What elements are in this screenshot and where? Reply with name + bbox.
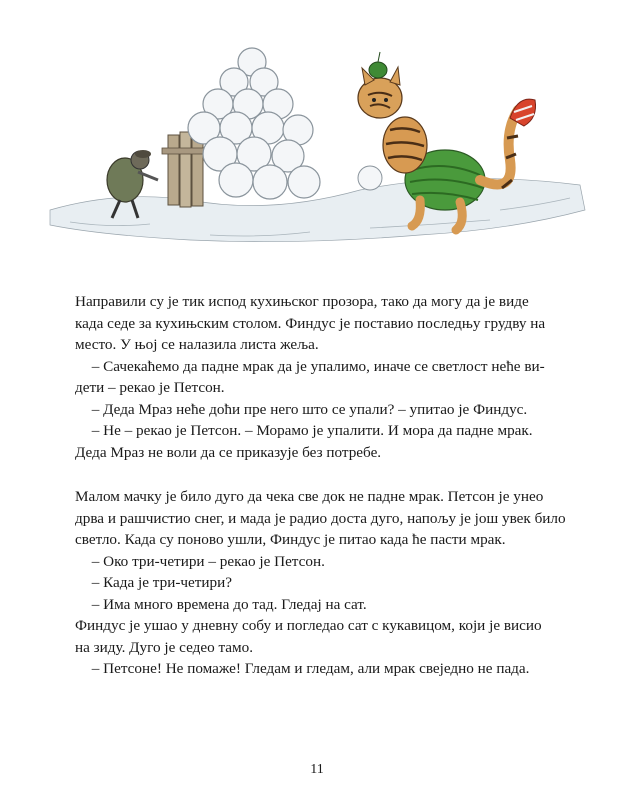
text-line: – Деда Мраз неће доћи пре него што се упали? – упитао је Финдус. <box>91 400 528 418</box>
text-line: – Око три-четири – рекао је Петсон. <box>91 552 325 570</box>
page-number: 11 <box>310 762 324 777</box>
text-line: Малом мачку је било дуго да чека све док не падне мрак. Петсон је унео <box>75 488 544 505</box>
text-section-2 <box>75 486 575 680</box>
text-line: на зиду. Дуго је седео тамо. <box>75 638 254 656</box>
text-line: – Сачекаћемо да падне мрак да је упалимо, иначе се светлост неће ви- <box>91 357 545 375</box>
text-line: – Не – рекао је Петсон. – Морамо је упалити. И мора да падне мрак. <box>91 422 533 439</box>
text-line: Деда Мраз не воли да се приказује без потребе. <box>75 443 382 461</box>
snowball-lantern <box>188 48 320 199</box>
text-line: Направили су је тик испод кухињског прозора, тако да могу да је виде <box>75 293 529 310</box>
text-line: – Петсоне! Не помаже! Гледам и гледам, али мрак свеједно не пада. <box>91 660 530 677</box>
text-line: када седе за кухињским столом. Финдус је поставио последњу грудву на <box>75 314 546 332</box>
text-line: место. У њој се налазила листа жеља. <box>75 336 319 353</box>
text-section-1 <box>75 291 575 463</box>
text-line: Финдус је ушао у дневну собу и погледао сат с кукавицом, који је висио <box>75 617 542 634</box>
text-line: – Има много времена до тад. Гледај на сат. <box>91 595 367 613</box>
text-line: – Када је три-четири? <box>91 574 233 591</box>
text-line: дрва и рашчистио снег, и мада је радио доста дуго, напољу је још увек било <box>75 509 566 527</box>
text-line: дети – рекао је Петсон. <box>75 379 225 396</box>
text-line: светло. Када су поново ушли, Финдус је питао када ће пасти мрак. <box>75 531 506 548</box>
illustration <box>40 40 600 260</box>
